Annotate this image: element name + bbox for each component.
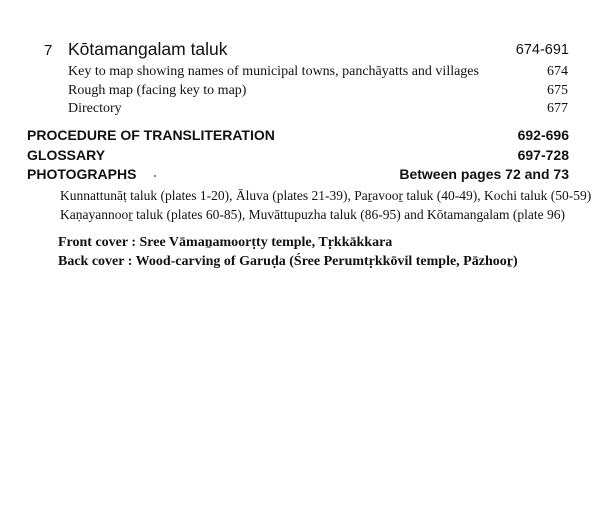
plates-line: Kaṇayannooṟ taluk (plates 60-85), Muvāttupuzha taluk (86-95) and Kōtamangalam (plate 96) bbox=[60, 207, 565, 222]
sub-item-label: Directory bbox=[68, 101, 122, 116]
chapter-number: 7 bbox=[44, 42, 53, 59]
chapter-title: Kōtamangalam taluk bbox=[68, 39, 228, 59]
sub-item-page: 674 bbox=[547, 64, 568, 79]
plates-line: Kunnattunāṭ taluk (plates 1-20), Āluva (plates 21-39), Paṟavooṟ taluk (40-49), Kochi taluk (50-59) bbox=[60, 188, 592, 203]
section-page: Between pages 72 and 73 bbox=[399, 166, 569, 182]
chapter-pages: 674-691 bbox=[515, 42, 569, 58]
section-page: 692-696 bbox=[517, 127, 569, 143]
section-page: 697-728 bbox=[517, 147, 569, 163]
sub-item-label: Rough map (facing key to map) bbox=[68, 83, 247, 98]
section-label: GLOSSARY bbox=[27, 147, 106, 163]
sub-item-page: 677 bbox=[547, 101, 568, 116]
sub-item-page: 675 bbox=[547, 83, 568, 98]
section-label: PROCEDURE OF TRANSLITERATION bbox=[27, 127, 275, 143]
sub-item-label: Key to map showing names of municipal towns, panchāyatts and villages bbox=[68, 64, 479, 79]
speck-mark bbox=[154, 175, 156, 177]
back-cover-caption: Back cover : Wood-carving of Garuḍa (Śree Perumtṛkkōvil temple, Pāzhooṟ) bbox=[58, 254, 518, 269]
front-cover-caption: Front cover : Sree Vāmaṉamoorṭty temple, Tṛkkākkara bbox=[58, 235, 393, 250]
section-label: PHOTOGRAPHS bbox=[27, 166, 137, 182]
